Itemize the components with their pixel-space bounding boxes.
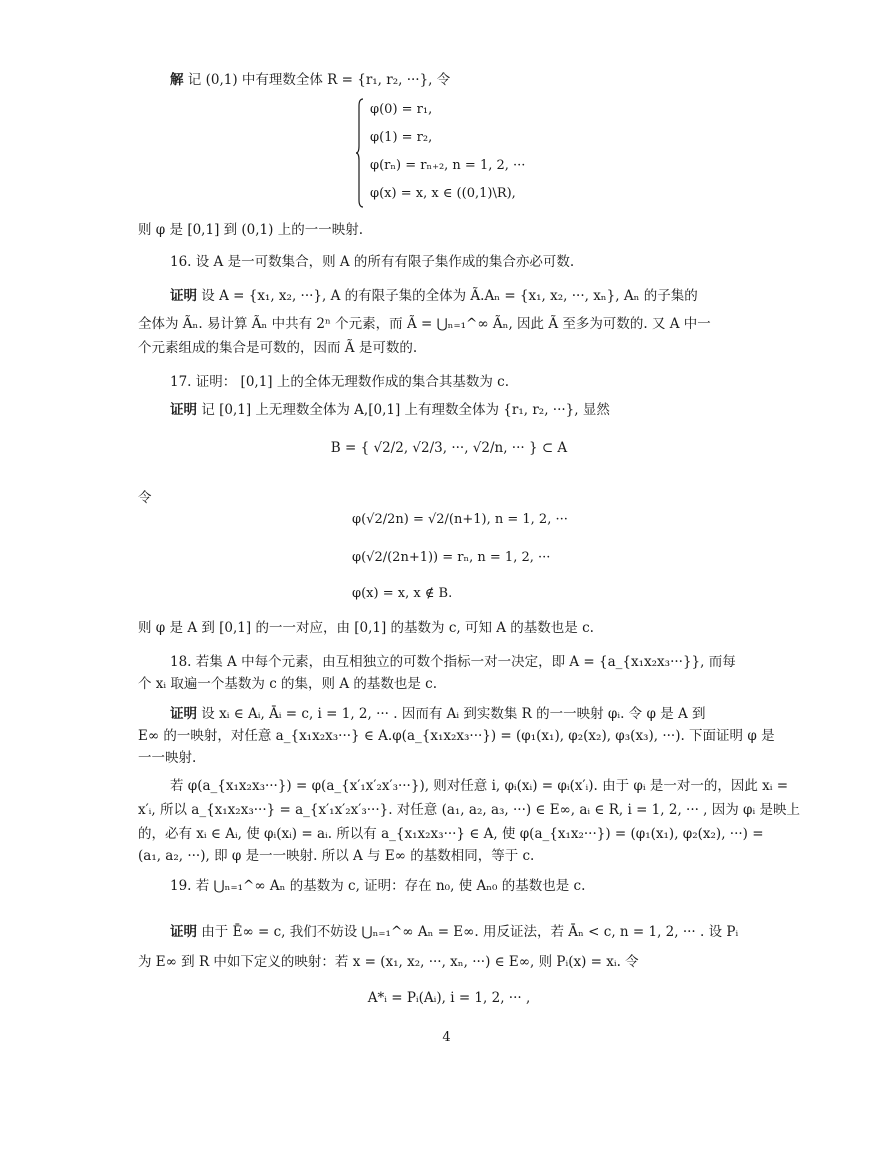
proof-18-line-7: (a₁, a₂, ···), 即 φ 是一一映射. 所以 A 与 E∞ 的基数相同，等于 c. xyxy=(138,848,535,864)
proof-text: 设 xᵢ ∈ Aᵢ, Āᵢ = c, i = 1, 2, ··· . 因而有 Aᵢ 到实数集 R 的一一映射 φᵢ. 令 φ 是 A 到 xyxy=(201,706,706,722)
problem-18-line-1: 18. 若集 A 中每个元素，由互相独立的可数个指标一对一决定，即 A = {a_{x₁x₂x₃···}}, 而每 xyxy=(170,654,736,670)
proof-18-line-4: 若 φ(a_{x₁x₂x₃···}) = φ(a_{x′₁x′₂x′₃···}), 则对任意 i, φᵢ(xᵢ) = φᵢ(x′ᵢ). 由于 φᵢ 是一对一的，因此 xᵢ = xyxy=(170,778,789,794)
proof-18-line-5: x′ᵢ, 所以 a_{x₁x₂x₃···} = a_{x′₁x′₂x′₃···}. 对任意 (a₁, a₂, a₃, ···) ∈ E∞, aᵢ ∈ R, i = 1, 2, ··· , 因为 φᵢ 是映上 xyxy=(138,802,801,818)
system-row: φ(0) = r₁, xyxy=(370,102,433,117)
proof-19-line-1 xyxy=(170,918,760,946)
left-brace-icon xyxy=(356,98,364,208)
problem-17: 17. 证明： [0,1] 上的全体无理数作成的集合其基数为 c. xyxy=(170,374,509,390)
mapping-row: φ(√2/(2n+1)) = rₙ, n = 1, 2, ··· xyxy=(352,550,551,565)
formula-A-star: A*ᵢ = Pᵢ(Aᵢ), i = 1, 2, ··· , xyxy=(367,990,531,1006)
paragraph: 令 xyxy=(138,490,152,506)
paragraph: 则 φ 是 A 到 [0,1] 的一一对应，由 [0,1] 的基数为 c, 可知 A 的基数也是 c. xyxy=(138,620,594,636)
mapping-system-1 xyxy=(356,98,656,212)
proof-18-line-6: 的，必有 xᵢ ∈ Aᵢ, 使 φᵢ(xᵢ) = aᵢ. 所以有 a_{x₁x₂x₃···} ∈ A, 使 φ(a_{x₁x₂···}) = (φ₁(x₁), φ₂(x₂), ···) = xyxy=(138,826,764,842)
proof-17-line-1 xyxy=(170,396,760,424)
mapping-row: φ(√2/2n) = √2/(n+1), n = 1, 2, ··· xyxy=(352,512,568,527)
proof-heading: 证明 xyxy=(170,402,197,418)
paragraph: 则 φ 是 [0,1] 到 (0,1) 上的一一映射. xyxy=(138,222,363,238)
proof-16-line-1 xyxy=(170,282,760,310)
solution-line xyxy=(170,66,760,94)
mapping-row: φ(x) = x, x ∉ B. xyxy=(352,586,453,601)
problem-18-line-2: 个 xᵢ 取遍一个基数为 c 的集，则 A 的基数也是 c. xyxy=(138,676,438,692)
proof-text: 记 [0,1] 上无理数全体为 A,[0,1] 上有理数全体为 {r₁, r₂, ···}, 显然 xyxy=(201,402,610,418)
problem-16: 16. 设 A 是一可数集合，则 A 的所有有限子集作成的集合亦必可数. xyxy=(170,254,575,270)
proof-heading: 证明 xyxy=(170,706,197,722)
proof-16-line-2: 全体为 Ãₙ. 易计算 Ãₙ 中共有 2ⁿ 个元素，而 Ã = ⋃ₙ₌₁^∞ Ãₙ, 因此 Ã 至多为可数的. 又 A 中一 xyxy=(138,316,711,332)
proof-heading: 证明 xyxy=(170,924,197,940)
page-number: 4 xyxy=(442,1030,451,1045)
proof-text: 由于 Ē∞ = c, 我们不妨设 ⋃ₙ₌₁^∞ Aₙ = E∞. 用反证法，若 Āₙ < c, n = 1, 2, ··· . 设 Pᵢ xyxy=(201,924,739,940)
solution-text: 记 (0,1) 中有理数全体 R = {r₁, r₂, ···}, 令 xyxy=(187,72,451,88)
proof-16-line-3: 个元素组成的集合是可数的，因而 Ã 是可数的. xyxy=(138,340,418,356)
proof-19-line-2: 为 E∞ 到 R 中如下定义的映射：若 x = (x₁, x₂, ···, xₙ, ···) ∈ E∞, 则 Pᵢ(x) = xᵢ. 令 xyxy=(138,954,639,970)
proof-text: 设 A = {x₁, x₂, ···}, A 的有限子集的全体为 Ã.Aₙ = {x₁, x₂, ···, xₙ}, Aₙ 的子集的 xyxy=(201,288,698,304)
proof-18-line-2: E∞ 的一映射，对任意 a_{x₁x₂x₃···} ∈ A.φ(a_{x₁x₂x₃···}) = (φ₁(x₁), φ₂(x₂), φ₃(x₃), ···). 下面证明 φ 是 xyxy=(138,728,775,744)
proof-heading: 证明 xyxy=(170,288,197,304)
set-B-formula: B = { √2/2, √2/3, ···, √2/n, ··· } ⊂ A xyxy=(330,440,568,456)
solution-heading: 解 xyxy=(170,72,184,88)
system-row: φ(1) = r₂, xyxy=(370,130,433,145)
system-row: φ(x) = x, x ∈ ((0,1)\R), xyxy=(370,186,516,201)
system-row: φ(rₙ) = rₙ₊₂, n = 1, 2, ··· xyxy=(370,158,526,173)
proof-18-line-3: 一一映射. xyxy=(138,750,197,766)
problem-19: 19. 若 ⋃ₙ₌₁^∞ Aₙ 的基数为 c, 证明：存在 n₀, 使 Aₙ₀ 的基数也是 c. xyxy=(170,878,586,894)
